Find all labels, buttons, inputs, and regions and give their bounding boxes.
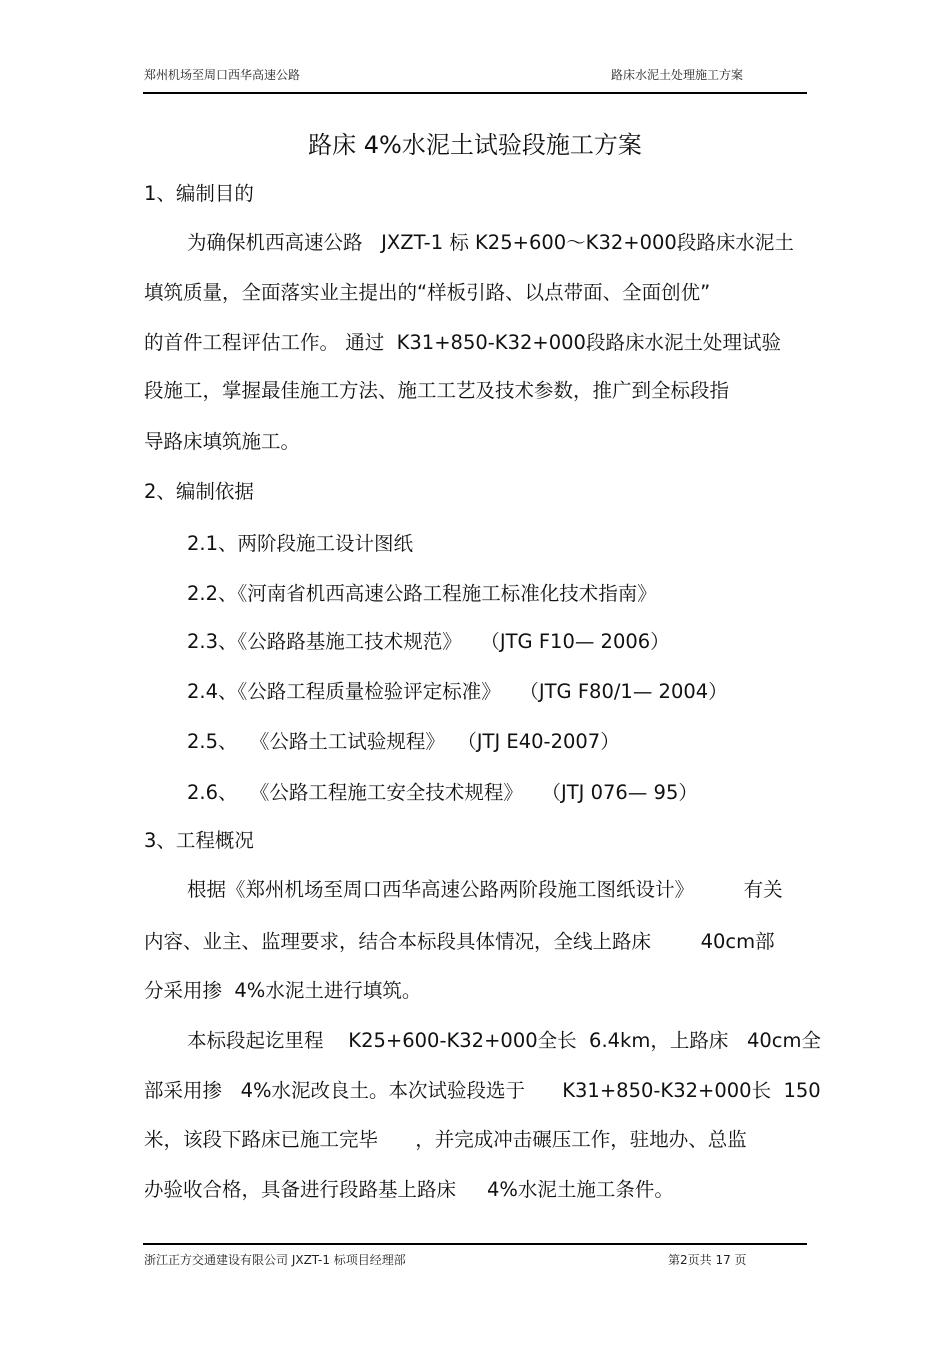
paragraph-line: 填筑质量，全面落实业主提出的“样板引路、以点带面、全面创优” xyxy=(144,281,711,304)
reference-item: 2.5、 《公路土工试验规程》 （JTJ E40-2007） xyxy=(187,730,620,753)
header-left: 郑州机场至周口西华高速公路 xyxy=(144,68,301,82)
paragraph-line: 的首件工程评估工作。 通过 K31+850-K32+000段路床水泥土处理试验 xyxy=(144,331,781,354)
reference-item: 2.4、《公路工程质量检验评定标准》 （JTG F80/1— 2004） xyxy=(187,680,728,703)
paragraph-line: 办验收合格，具备进行段路基上路床 4%水泥土施工条件。 xyxy=(144,1178,674,1201)
section-1-heading: 1、编制目的 xyxy=(144,182,254,205)
paragraph-line: 段施工，掌握最佳施工方法、施工工艺及技术参数，推广到全标段指 xyxy=(144,379,730,402)
header-rule xyxy=(143,92,807,94)
section-2-heading: 2、编制依据 xyxy=(144,480,254,503)
paragraph-line: 导路床填筑施工。 xyxy=(144,430,301,453)
paragraph-line: 部采用掺 4%水泥改良土。本次试验段选于 K31+850-K32+000长 150 xyxy=(144,1079,821,1102)
reference-item: 2.3、《公路路基施工技术规范》 （JTG F10— 2006） xyxy=(187,630,670,653)
document-title: 路床 4%水泥土试验段施工方案 xyxy=(308,131,642,159)
paragraph-line: 米，该段下路床已施工完毕 ，并完成冲击碾压工作，驻地办、总监 xyxy=(144,1128,747,1151)
reference-item: 2.6、 《公路工程施工安全技术规程》 （JTJ 076— 95） xyxy=(187,781,698,804)
header-right: 路床水泥土处理施工方案 xyxy=(611,68,744,82)
paragraph-line: 为确保机西高速公路 JXZT-1 标 K25+600～K32+000段路床水泥土 xyxy=(187,231,794,254)
reference-item: 2.2、《河南省机西高速公路工程施工标准化技术指南》 xyxy=(187,582,657,605)
paragraph-line: 根据《郑州机场至周口西华高速公路两阶段施工图纸设计》 有关 xyxy=(187,878,783,901)
paragraph-line: 本标段起讫里程 K25+600-K32+000全长 6.4km，上路床 40cm全 xyxy=(187,1029,821,1052)
footer-left: 浙江正方交通建设有限公司 JXZT-1 标项目经理部 xyxy=(144,1253,406,1267)
footer-rule xyxy=(143,1243,807,1245)
reference-item: 2.1、两阶段施工设计图纸 xyxy=(187,532,414,555)
paragraph-line: 内容、业主、监理要求，结合本标段具体情况，全线上路床 40cm部 xyxy=(144,930,775,953)
section-3-heading: 3、工程概况 xyxy=(144,829,254,852)
paragraph-line: 分采用掺 4%水泥土进行填筑。 xyxy=(144,979,422,1002)
page-number: 第2页共 17 页 xyxy=(668,1253,747,1267)
